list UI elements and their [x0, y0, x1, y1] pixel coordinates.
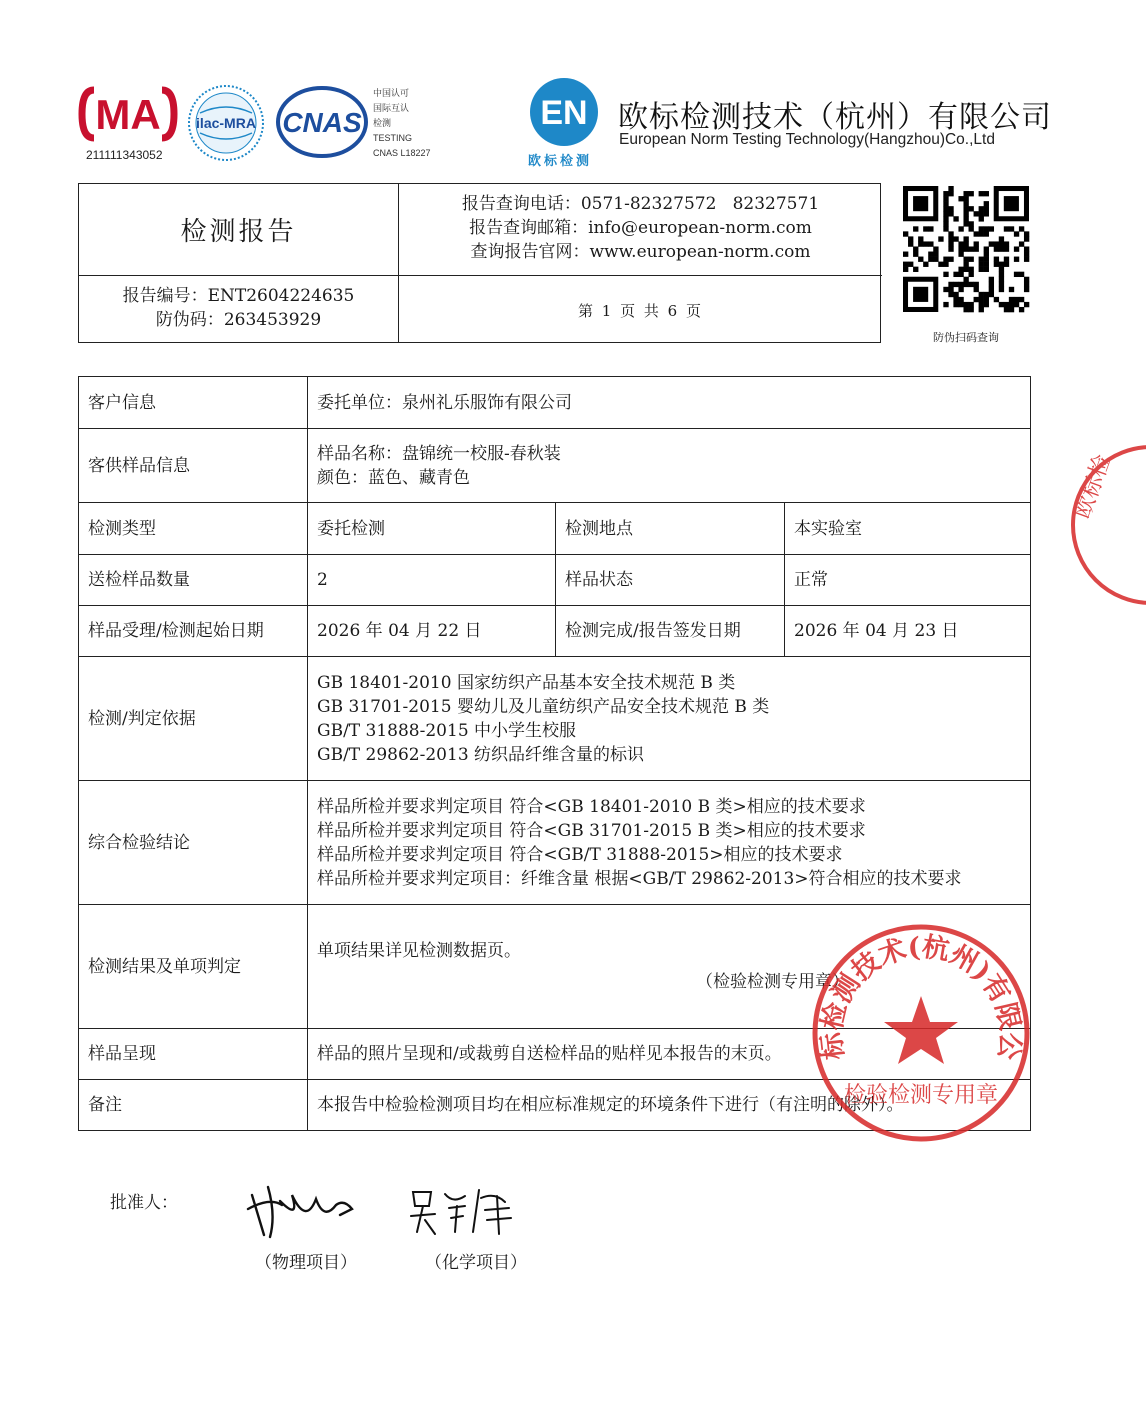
company-seal: [806, 918, 1036, 1148]
email-line: 报告查询邮箱：info@european-norm.com: [469, 218, 812, 238]
anti-fake-code: 防伪码：263453929: [155, 310, 322, 330]
report-identifiers: [79, 284, 398, 332]
sample-qty-label: 送检样品数量: [79, 555, 308, 606]
basis-item: GB 31701-2015 婴幼儿及儿童纺织产品安全技术规范 B 类: [317, 696, 770, 717]
conclusion-label: 综合检验结论: [79, 781, 308, 905]
chemical-caption: （化学项目）: [425, 1253, 527, 1273]
svg-text:欧标检测技术(杭州)有限公司: 标检测技术(杭州)有限公: [816, 931, 1026, 1062]
remark-label: 备注: [79, 1080, 308, 1131]
sample-value: [308, 429, 1031, 503]
sample-name: 样品名称：盘锦统一校服-春秋装: [317, 443, 561, 464]
start-date-value: 2026 年 04 月 22 日: [308, 606, 556, 657]
company-name-cn: 欧标检测技术（杭州）有限公司: [618, 100, 1052, 135]
cnas-accreditation-text: 中国认可 国际互认 检测 TESTING CNAS L18227: [373, 88, 431, 158]
test-type-label: 检测类型: [79, 503, 308, 555]
client-value: 委托单位：泉州礼乐服饰有限公司: [308, 377, 1031, 429]
report-header-box: [78, 183, 881, 343]
signature-chemical: [405, 1180, 520, 1240]
basis-item: GB/T 31888-2015 中小学生校服: [317, 720, 577, 741]
result-text: 单项结果详见检测数据页。: [317, 941, 521, 961]
conclusion-item: 样品所检并要求判定项目 符合<GB/T 31888-2015>相应的技术要求: [317, 844, 843, 865]
qr-code[interactable]: [903, 186, 1029, 312]
basis-item: GB/T 29862-2013 纺织品纤维含量的标识: [317, 744, 645, 765]
en-logo: [528, 76, 600, 148]
conclusion-item: 样品所检并要求判定项目 符合<GB 31701-2015 B 类>相应的技术要求: [317, 820, 866, 841]
conclusion-item: 样品所检并要求判定项目：纤维含量 根据<GB/T 29862-2013>符合相应的技术要求: [317, 868, 962, 889]
conclusion-list: [308, 781, 1031, 905]
report-number: 报告编号：ENT2604224635: [122, 286, 355, 306]
en-logo-subtitle: 欧标检测: [528, 154, 593, 169]
svg-text:欧标检: 欧标检: [1070, 451, 1117, 523]
report-title: 检测报告: [180, 217, 297, 247]
cnas-logo: [276, 86, 368, 158]
test-place-label: 检测地点: [556, 503, 785, 555]
approver-label: 批准人：: [110, 1193, 178, 1213]
svg-text:MA: MA: [95, 91, 161, 138]
result-label: 检测结果及单项判定: [79, 905, 308, 1029]
presentation-value: 样品的照片呈现和/或裁剪自送检样品的贴样见本报告的末页。: [308, 1029, 1031, 1080]
ilac-mra-logo: [186, 83, 266, 163]
website-line: 查询报告官网：www.european-norm.com: [470, 242, 811, 262]
sample-state-label: 样品状态: [556, 555, 785, 606]
sample-state-value: 正常: [785, 555, 1031, 606]
cma-code: 211111343052: [86, 148, 163, 162]
end-date-value: 2026 年 04 月 23 日: [785, 606, 1031, 657]
conclusion-item: 样品所检并要求判定项目 符合<GB 18401-2010 B 类>相应的技术要求: [317, 796, 866, 817]
edge-seal: [1066, 440, 1146, 610]
company-name-en: European Norm Testing Technology(Hangzhou)Co.,Ltd: [619, 131, 995, 148]
sample-label: 客供样品信息: [79, 429, 308, 503]
basis-item: GB 18401-2010 国家纺织产品基本安全技术规范 B 类: [317, 672, 736, 693]
client-label: 客户信息: [79, 377, 308, 429]
svg-text:EN: EN: [540, 94, 588, 132]
svg-text:CNAS: CNAS: [282, 107, 362, 138]
physical-caption: （物理项目）: [255, 1253, 357, 1273]
contact-info: [399, 192, 882, 264]
qr-caption: 防伪扫码查询: [933, 331, 999, 344]
basis-label: 检测/判定依据: [79, 657, 308, 781]
test-place-value: 本实验室: [785, 503, 1031, 555]
page-number: 第 1 页 共 6 页: [578, 301, 703, 320]
sample-qty-value: 2: [308, 555, 556, 606]
remark-value: 本报告中检验检测项目均在相应标准规定的环境条件下进行（有注明的除外）。: [308, 1080, 1031, 1131]
test-type-value: 委托检测: [308, 503, 556, 555]
presentation-label: 样品呈现: [79, 1029, 308, 1080]
svg-text:ilac-MRA: ilac-MRA: [196, 115, 256, 131]
basis-list: [308, 657, 1031, 781]
start-date-label: 样品受理/检测起始日期: [79, 606, 308, 657]
phone-line: 报告查询电话：0571-82327572 82327571: [461, 194, 820, 214]
sample-color: 颜色：蓝色、藏青色: [317, 467, 470, 488]
signature-physical: [240, 1175, 360, 1245]
end-date-label: 检测完成/报告签发日期: [556, 606, 785, 657]
svg-text:检验检测专用章: 检验检测专用章: [843, 1083, 999, 1108]
stamp-note: （检验检测专用章）: [696, 972, 849, 992]
cma-logo: [80, 84, 176, 144]
